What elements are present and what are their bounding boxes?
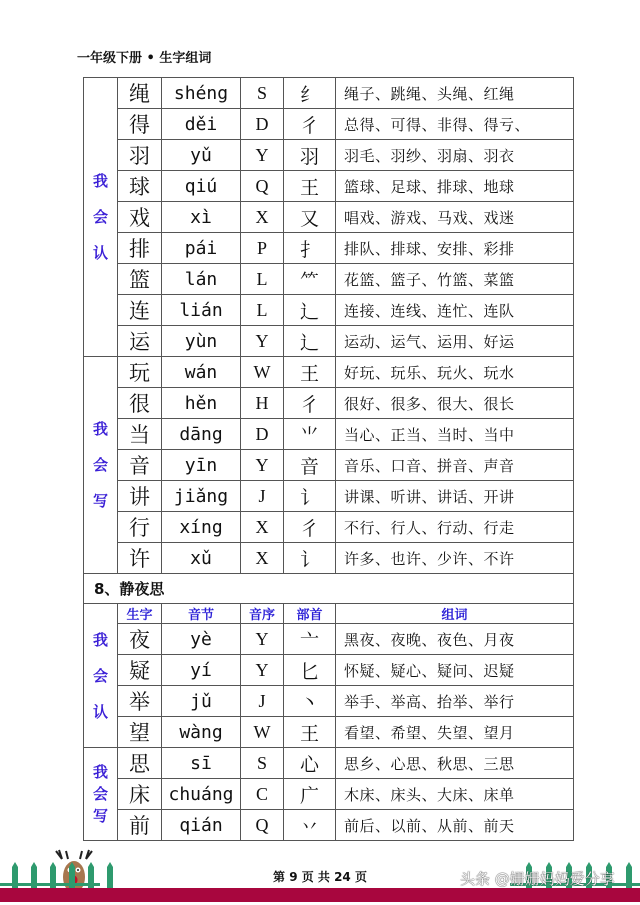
initial-cell: W (241, 357, 284, 388)
pinyin-cell: qiú (162, 171, 241, 202)
radical-cell: 彳 (284, 512, 336, 543)
section-label-char: 我 (92, 630, 108, 649)
table-row (84, 171, 574, 202)
radical-cell: 王 (284, 717, 336, 748)
words-cell: 唱戏、游戏、马戏、戏迷 (336, 202, 574, 233)
pinyin-cell: qián (162, 810, 241, 841)
radical-cell: ⺌ (284, 419, 336, 450)
pinyin-cell: dāng (162, 419, 241, 450)
words-cell: 运动、运气、运用、好运 (336, 326, 574, 357)
radical-cell: 王 (284, 357, 336, 388)
table-row (84, 450, 574, 481)
words-cell: 木床、床头、大床、床单 (336, 779, 574, 810)
char-cell: 玩 (118, 357, 162, 388)
initial-cell: X (241, 512, 284, 543)
char-cell: 得 (118, 109, 162, 140)
char-cell: 运 (118, 326, 162, 357)
words-cell: 当心、正当、当时、当中 (336, 419, 574, 450)
table-row (84, 233, 574, 264)
initial-cell: W (241, 717, 284, 748)
words-cell: 排队、排球、安排、彩排 (336, 233, 574, 264)
char-cell: 连 (118, 295, 162, 326)
section-label-char: 我 (92, 420, 108, 438)
words-cell: 不行、行人、行动、行走 (336, 512, 574, 543)
pinyin-cell: xíng (162, 512, 241, 543)
table-row (84, 686, 574, 717)
section-label-char: 会 (92, 666, 108, 685)
table-row (84, 357, 574, 388)
char-cell: 排 (118, 233, 162, 264)
column-header: 部首 (284, 604, 336, 624)
char-cell: 前 (118, 810, 162, 841)
initial-cell: Q (241, 810, 284, 841)
pinyin-cell: hěn (162, 388, 241, 419)
words-cell: 绳子、跳绳、头绳、红绳 (336, 78, 574, 109)
table-row (84, 78, 574, 109)
table-row (84, 543, 574, 574)
radical-cell: 彳 (284, 388, 336, 419)
char-cell: 球 (118, 171, 162, 202)
column-header: 音节 (162, 604, 241, 624)
page-number: 第 9 页 共 24 页 (273, 870, 367, 884)
pinyin-cell: wàng (162, 717, 241, 748)
radical-cell: 亠 (284, 624, 336, 655)
section-label-char: 我 (92, 763, 108, 781)
radical-cell: 匕 (284, 655, 336, 686)
radical-cell: 音 (284, 450, 336, 481)
section-label-char: 写 (92, 492, 108, 510)
pinyin-cell: sī (162, 748, 241, 779)
char-cell: 绳 (118, 78, 162, 109)
pinyin-cell: děi (162, 109, 241, 140)
pinyin-cell: yè (162, 624, 241, 655)
radical-cell: 丶 (284, 686, 336, 717)
initial-cell: L (241, 264, 284, 295)
radical-cell: 辶 (284, 295, 336, 326)
initial-cell: J (241, 686, 284, 717)
column-header: 音序 (241, 604, 284, 624)
char-cell: 讲 (118, 481, 162, 512)
table-row (84, 264, 574, 295)
table-row (84, 388, 574, 419)
words-cell: 思乡、心思、秋思、三思 (336, 748, 574, 779)
section-label-char: 会 (92, 208, 108, 226)
section-label-char: 写 (92, 807, 108, 825)
table-row (84, 779, 574, 810)
initial-cell: Y (241, 326, 284, 357)
section-label-char: 我 (92, 172, 108, 190)
words-cell: 怀疑、疑心、疑问、迟疑 (336, 655, 574, 686)
initial-cell: Y (241, 624, 284, 655)
initial-cell: D (241, 419, 284, 450)
radical-cell: 心 (284, 748, 336, 779)
pinyin-cell: yǔ (162, 140, 241, 171)
radical-cell: 羽 (284, 140, 336, 171)
section-label (84, 748, 118, 841)
table-row (84, 202, 574, 233)
pinyin-cell: jǔ (162, 686, 241, 717)
radical-cell: ⺮ (284, 264, 336, 295)
section-label (84, 604, 118, 748)
section-label-char: 会 (92, 785, 108, 803)
table-row (84, 810, 574, 841)
column-header: 生字 (118, 604, 162, 624)
char-cell: 望 (118, 717, 162, 748)
pinyin-cell: yùn (162, 326, 241, 357)
radical-cell: 扌 (284, 233, 336, 264)
initial-cell: L (241, 295, 284, 326)
radical-cell: 王 (284, 171, 336, 202)
initial-cell: Y (241, 140, 284, 171)
column-header-row (84, 604, 574, 624)
table-row (84, 624, 574, 655)
words-cell: 总得、可得、非得、得亏、 (336, 109, 574, 140)
initial-cell: P (241, 233, 284, 264)
char-cell: 音 (118, 450, 162, 481)
pinyin-cell: lián (162, 295, 241, 326)
words-cell: 音乐、口音、拼音、声音 (336, 450, 574, 481)
char-cell: 夜 (118, 624, 162, 655)
document-header-title: 一年级下册 • 生字组词 (77, 51, 212, 66)
table-row (84, 295, 574, 326)
footer-band (0, 888, 640, 902)
section-label (84, 357, 118, 574)
table-row (84, 326, 574, 357)
initial-cell: Q (241, 171, 284, 202)
column-header: 组词 (336, 604, 574, 624)
words-cell: 前后、以前、从前、前天 (336, 810, 574, 841)
table-row (84, 748, 574, 779)
initial-cell: H (241, 388, 284, 419)
char-cell: 很 (118, 388, 162, 419)
section-label-char: 会 (92, 456, 108, 474)
initial-cell: Y (241, 655, 284, 686)
pinyin-cell: wán (162, 357, 241, 388)
radical-cell: 又 (284, 202, 336, 233)
radical-cell: 广 (284, 779, 336, 810)
table-row (84, 140, 574, 171)
radical-cell: 彳 (284, 109, 336, 140)
radical-cell: 丷 (284, 810, 336, 841)
radical-cell: 辶 (284, 326, 336, 357)
watermark-text: 头条 @姗姗妈妈爱分享 (460, 870, 615, 888)
section-label (84, 78, 118, 357)
words-cell: 羽毛、羽纱、羽扇、羽衣 (336, 140, 574, 171)
words-cell: 好玩、玩乐、玩火、玩水 (336, 357, 574, 388)
section-label-char: 认 (92, 702, 108, 721)
pinyin-cell: shéng (162, 78, 241, 109)
char-cell: 行 (118, 512, 162, 543)
words-cell: 连接、连线、连忙、连队 (336, 295, 574, 326)
table-row (84, 109, 574, 140)
vocabulary-table (83, 77, 574, 841)
initial-cell: D (241, 109, 284, 140)
pinyin-cell: lán (162, 264, 241, 295)
table-row (84, 512, 574, 543)
pinyin-cell: xì (162, 202, 241, 233)
initial-cell: J (241, 481, 284, 512)
section-label-char: 认 (92, 244, 108, 262)
table-row (84, 655, 574, 686)
char-cell: 篮 (118, 264, 162, 295)
lesson-title: 8、静夜思 (84, 574, 574, 604)
char-cell: 举 (118, 686, 162, 717)
char-cell: 当 (118, 419, 162, 450)
initial-cell: Y (241, 450, 284, 481)
words-cell: 讲课、听讲、讲话、开讲 (336, 481, 574, 512)
initial-cell: X (241, 202, 284, 233)
pinyin-cell: pái (162, 233, 241, 264)
table-row (84, 481, 574, 512)
words-cell: 黑夜、夜晚、夜色、月夜 (336, 624, 574, 655)
char-cell: 思 (118, 748, 162, 779)
pinyin-cell: yí (162, 655, 241, 686)
pinyin-cell: xǔ (162, 543, 241, 574)
pinyin-cell: chuáng (162, 779, 241, 810)
char-cell: 床 (118, 779, 162, 810)
words-cell: 看望、希望、失望、望月 (336, 717, 574, 748)
initial-cell: X (241, 543, 284, 574)
table-row (84, 419, 574, 450)
char-cell: 许 (118, 543, 162, 574)
char-cell: 戏 (118, 202, 162, 233)
pinyin-cell: jiǎng (162, 481, 241, 512)
table-row (84, 717, 574, 748)
words-cell: 很好、很多、很大、很长 (336, 388, 574, 419)
lesson-title-row (84, 574, 574, 604)
radical-cell: 讠 (284, 543, 336, 574)
initial-cell: S (241, 78, 284, 109)
words-cell: 举手、举高、抬举、举行 (336, 686, 574, 717)
initial-cell: S (241, 748, 284, 779)
char-cell: 疑 (118, 655, 162, 686)
radical-cell: 讠 (284, 481, 336, 512)
words-cell: 许多、也许、少许、不许 (336, 543, 574, 574)
radical-cell: 纟 (284, 78, 336, 109)
words-cell: 篮球、足球、排球、地球 (336, 171, 574, 202)
pinyin-cell: yīn (162, 450, 241, 481)
initial-cell: C (241, 779, 284, 810)
char-cell: 羽 (118, 140, 162, 171)
words-cell: 花篮、篮子、竹篮、菜篮 (336, 264, 574, 295)
